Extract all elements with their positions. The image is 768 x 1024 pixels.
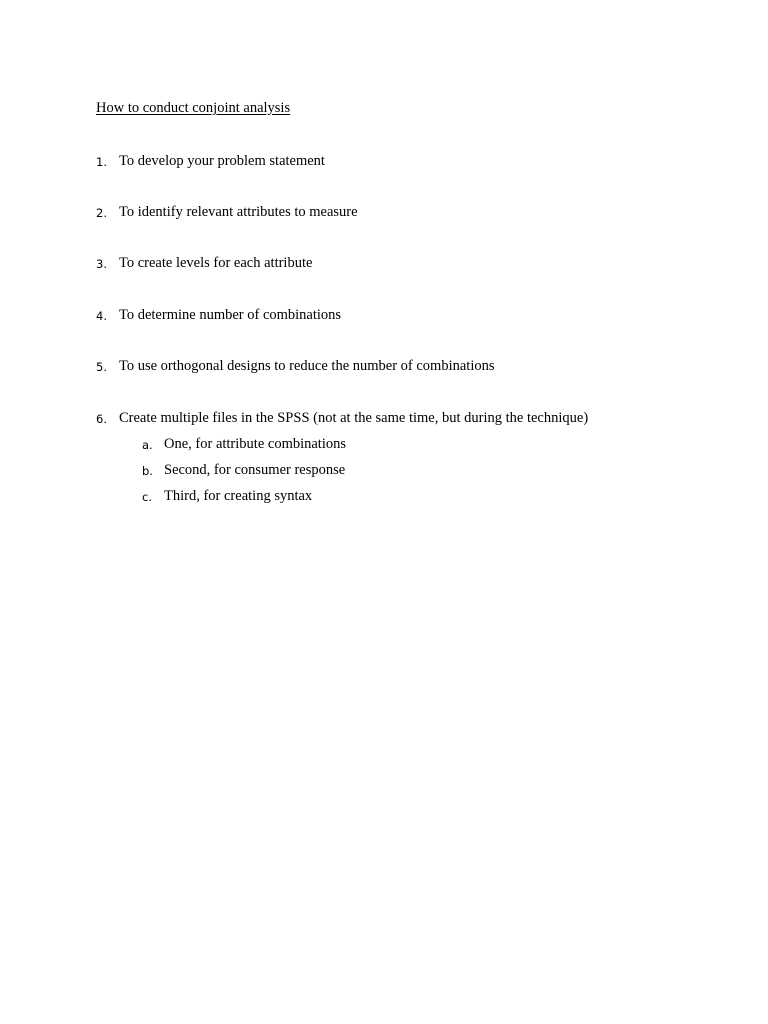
list-text: Create multiple files in the SPSS (not at the same time, but during the technique) bbox=[119, 410, 589, 426]
sub-list-text: One, for attribute combinations bbox=[164, 436, 347, 452]
list-text: To develop your problem statement bbox=[119, 153, 325, 169]
list-number: 5. bbox=[96, 360, 107, 374]
list-number: 3. bbox=[96, 257, 107, 271]
sub-list-letter: b. bbox=[142, 464, 153, 478]
sub-list-text: Second, for consumer response bbox=[164, 462, 346, 478]
sub-list-letter: c. bbox=[142, 490, 152, 504]
list-text: To use orthogonal designs to reduce the number of combinations bbox=[119, 358, 495, 374]
sub-list-letter: a. bbox=[142, 438, 153, 452]
list-text: To identify relevant attributes to measure bbox=[119, 204, 358, 220]
list-number: 4. bbox=[96, 309, 107, 323]
list-number: 1. bbox=[96, 155, 107, 169]
list-number: 6. bbox=[96, 412, 107, 426]
list-number: 2. bbox=[96, 206, 107, 220]
list-text: To determine number of combinations bbox=[119, 307, 342, 323]
document-title: How to conduct conjoint analysis bbox=[96, 100, 291, 116]
list-text: To create levels for each attribute bbox=[119, 255, 313, 271]
sub-list-text: Third, for creating syntax bbox=[164, 488, 313, 504]
